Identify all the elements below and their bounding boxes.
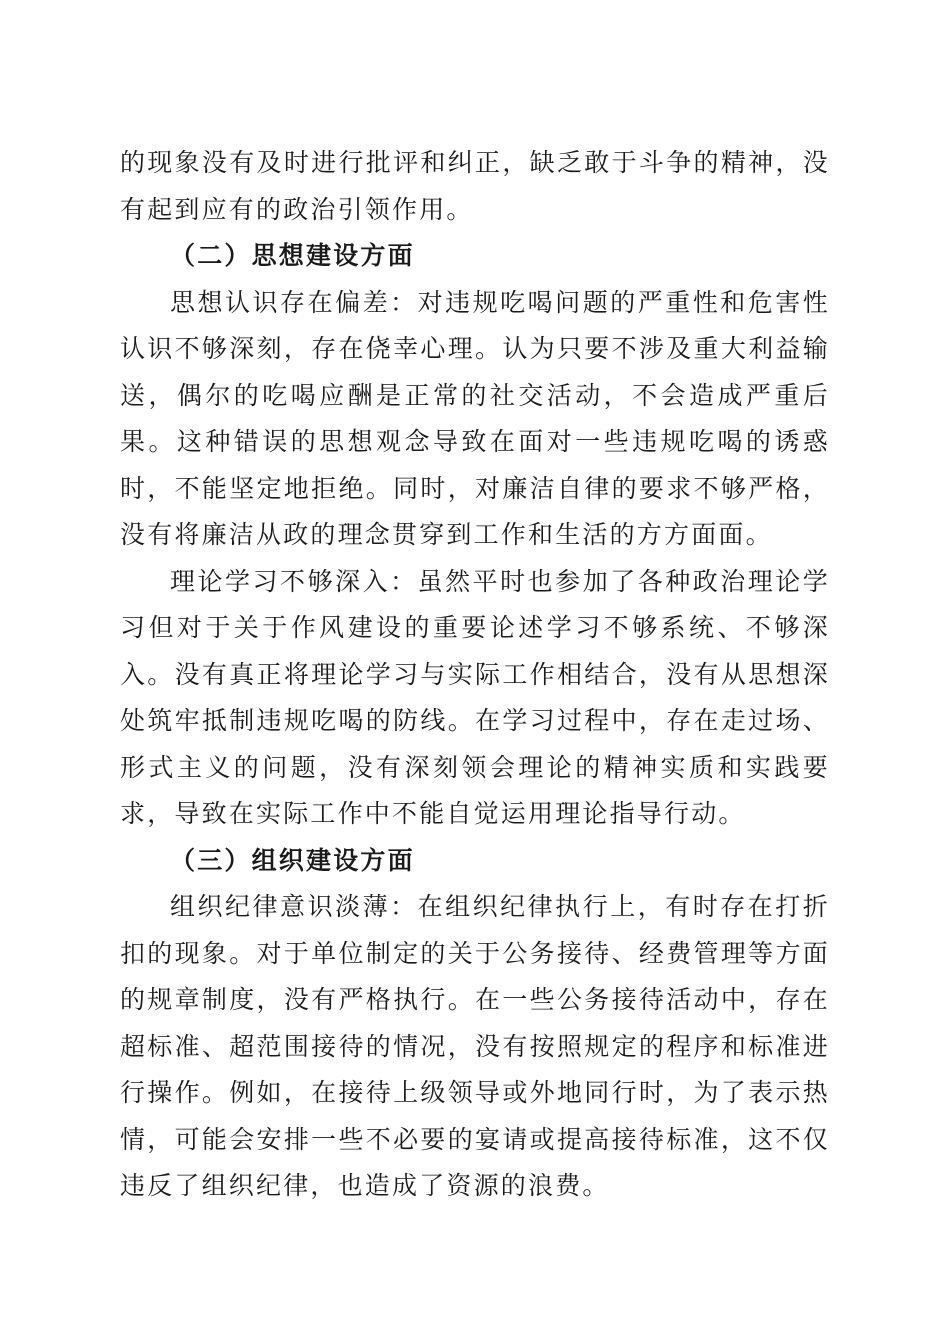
paragraph-organization-discipline: 组织纪律意识淡薄：在组织纪律执行上，有时存在打折扣的现象。对于单位制定的关于公务接待、经费管理等方面的规章制度，没有严格执行。在一些公务接待活动中，存在超标准、超范围接待的情况，没有按照规定的程序和标准进行操作。例如，在接待上级领导或外地同行时，为了表示热情，可能会安排一些不必要的宴请或提高接待标准，这不仅违反了组织纪律，也造成了资源的浪费。 bbox=[120, 892, 830, 1200]
section-heading-ideology: （二）思想建设方面 bbox=[170, 241, 415, 270]
document-body bbox=[120, 140, 830, 1210]
paragraph-continuation: 的现象没有及时进行批评和纠正，缺乏敢于斗争的精神，没有起到应有的政治引领作用。 bbox=[120, 148, 830, 224]
paragraph-ideology-awareness: 思想认识存在偏差：对违规吃喝问题的严重性和危害性认识不够深刻，存在侥幸心理。认为只要不涉及重大利益输送，偶尔的吃喝应酬是正常的社交活动，不会造成严重后果。这种错误的思想观念导致在面对一些违规吃喝的诱惑时，不能坚定地拒绝。同时，对廉洁自律的要求不够严格，没有将廉洁从政的理念贯穿到工作和生活的方方面面。 bbox=[120, 287, 830, 549]
paragraph-theory-study: 理论学习不够深入：虽然平时也参加了各种政治理论学习但对于关于作风建设的重要论述学习不够系统、不够深入。没有真正将理论学习与实际工作相结合，没有从思想深处筑牢抵制违规吃喝的防线。在学习过程中，存在走过场、形式主义的问题，没有深刻领会理论的精神实质和实践要求，导致在实际工作中不能自觉运用理论指导行动。 bbox=[120, 566, 830, 828]
section-heading-organization: （三）组织建设方面 bbox=[170, 845, 415, 875]
